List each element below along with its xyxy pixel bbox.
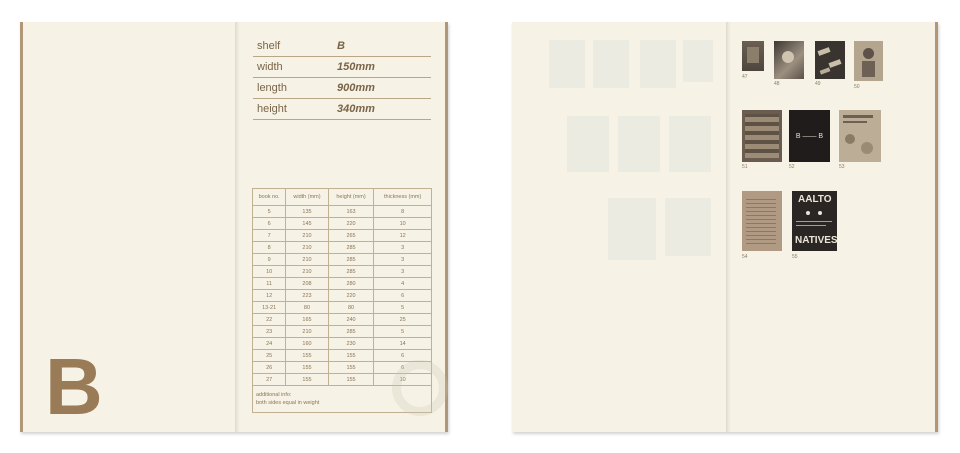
table-cell: 9 (253, 254, 286, 266)
blank-cover-placeholder (683, 40, 713, 82)
cover-subtitle: NATIVES (795, 235, 838, 246)
table-cell: 210 (286, 326, 328, 338)
table-cell: 5 (374, 326, 432, 338)
table-cell: 285 (328, 242, 374, 254)
spec-row-shelf (253, 36, 431, 57)
table-header-row (253, 189, 432, 206)
table-cell: 80 (328, 302, 374, 314)
cover-title: B —— B (795, 132, 824, 140)
table-cell: 223 (286, 290, 328, 302)
blank-cover-placeholder (567, 116, 609, 172)
table-cell: 285 (328, 254, 374, 266)
table-row (253, 350, 432, 362)
table-cell: 25 (253, 350, 286, 362)
right-page-edge (935, 22, 938, 432)
table-cell: 145 (286, 218, 328, 230)
right-spread (512, 22, 938, 432)
blank-cover-placeholder (665, 198, 711, 256)
table-row (253, 302, 432, 314)
book-cover-thumbnail (774, 41, 804, 79)
blank-cover-placeholder (608, 198, 656, 260)
book-number: 55 (792, 254, 798, 260)
cover-title: AALTO (798, 194, 832, 205)
table-cell: 8 (374, 206, 432, 218)
book-number: 54 (742, 254, 748, 260)
book-number: 50 (854, 84, 860, 90)
shelf-letter: B (45, 342, 103, 431)
book-cover-thumbnail (742, 41, 764, 71)
spec-label: length (257, 82, 287, 94)
table-cell: 24 (253, 338, 286, 350)
column-header: height (mm) (328, 189, 374, 206)
spec-value: 150mm (337, 61, 375, 73)
book-number: 49 (815, 81, 821, 87)
table-cell: 210 (286, 266, 328, 278)
blank-cover-placeholder (549, 40, 585, 88)
column-header: width (mm) (286, 189, 328, 206)
table-cell: 23 (253, 326, 286, 338)
table-row (253, 266, 432, 278)
book-number: 48 (774, 81, 780, 87)
table-row (253, 254, 432, 266)
blank-cover-placeholder (593, 40, 629, 88)
book-cover-thumbnail (742, 110, 782, 162)
table-cell: 26 (253, 362, 286, 374)
table-row (253, 326, 432, 338)
table-cell: 25 (374, 314, 432, 326)
spec-row-length (253, 78, 431, 99)
blank-cover-placeholder (640, 40, 676, 88)
table-row (253, 218, 432, 230)
table-cell: 163 (328, 206, 374, 218)
book-cover-thumbnail (742, 191, 782, 251)
book-number: 53 (839, 164, 845, 170)
book-cover-thumbnail (815, 41, 845, 79)
book-cover-thumbnail (792, 191, 837, 251)
spec-row-width (253, 57, 431, 78)
table-cell: 208 (286, 278, 328, 290)
column-header: book no. (253, 189, 286, 206)
left-spread (20, 22, 448, 432)
spec-value: B (337, 40, 345, 52)
table-row (253, 242, 432, 254)
table-cell: 210 (286, 242, 328, 254)
book-cover-thumbnail (839, 110, 881, 162)
table-cell: 12 (253, 290, 286, 302)
table-cell: 6 (374, 290, 432, 302)
table-cell: 22 (253, 314, 286, 326)
table-cell: 6 (374, 350, 432, 362)
table-row (253, 314, 432, 326)
table-cell: 285 (328, 326, 374, 338)
table-cell: 155 (286, 374, 328, 386)
spec-label: shelf (257, 40, 281, 52)
book-cover-thumbnail (854, 41, 883, 81)
table-cell: 135 (286, 206, 328, 218)
table-cell: 6 (253, 218, 286, 230)
table-cell: 155 (286, 350, 328, 362)
spec-value: 340mm (337, 103, 375, 115)
table-cell: 6 (374, 362, 432, 374)
table-cell: 280 (328, 278, 374, 290)
book-number: 51 (742, 164, 748, 170)
blank-cover-placeholder (669, 116, 711, 172)
right-page-edge (445, 22, 448, 432)
table-cell: 230 (328, 338, 374, 350)
table-cell: 160 (286, 338, 328, 350)
show-through-circle (392, 360, 448, 416)
table-cell: 220 (328, 290, 374, 302)
table-cell: 80 (286, 302, 328, 314)
table-cell: 210 (286, 230, 328, 242)
table-cell: 210 (286, 254, 328, 266)
table-cell: 285 (328, 266, 374, 278)
table-cell: 5 (253, 206, 286, 218)
note-line: both sides equal in weight (256, 400, 320, 406)
table-cell: 8 (253, 242, 286, 254)
book-number: 47 (742, 74, 748, 80)
table-row (253, 278, 432, 290)
table-cell: 165 (286, 314, 328, 326)
table-cell: 4 (374, 278, 432, 290)
table-cell: 155 (328, 374, 374, 386)
table-cell: 7 (253, 230, 286, 242)
spec-value: 900mm (337, 82, 375, 94)
table-cell: 3 (374, 266, 432, 278)
table-cell: 10 (253, 266, 286, 278)
table-cell: 3 (374, 242, 432, 254)
table-cell: 265 (328, 230, 374, 242)
table-cell: 155 (328, 362, 374, 374)
note-line: additional info: (256, 392, 292, 398)
table-cell: 10 (374, 218, 432, 230)
spec-label: width (257, 61, 283, 73)
table-cell: 220 (328, 218, 374, 230)
table-cell: 10 (374, 374, 432, 386)
spec-label: height (257, 103, 287, 115)
table-cell: 240 (328, 314, 374, 326)
book-cover-thumbnail (789, 110, 830, 162)
blank-cover-placeholder (618, 116, 660, 172)
table-cell: 155 (286, 362, 328, 374)
left-page-edge (20, 22, 23, 432)
table-cell: 27 (253, 374, 286, 386)
table-row (253, 290, 432, 302)
table-cell: 5 (374, 302, 432, 314)
table-row (253, 230, 432, 242)
column-header: thickness (mm) (374, 189, 432, 206)
table-cell: 13-21 (253, 302, 286, 314)
table-cell: 155 (328, 350, 374, 362)
table-row (253, 338, 432, 350)
spine-fold (235, 22, 241, 432)
table-cell: 11 (253, 278, 286, 290)
book-number: 52 (789, 164, 795, 170)
shelf-specs (253, 36, 431, 120)
table-row (253, 206, 432, 218)
table-cell: 12 (374, 230, 432, 242)
table-cell: 3 (374, 254, 432, 266)
spec-row-height (253, 99, 431, 120)
spine-fold (726, 22, 732, 432)
table-cell: 14 (374, 338, 432, 350)
